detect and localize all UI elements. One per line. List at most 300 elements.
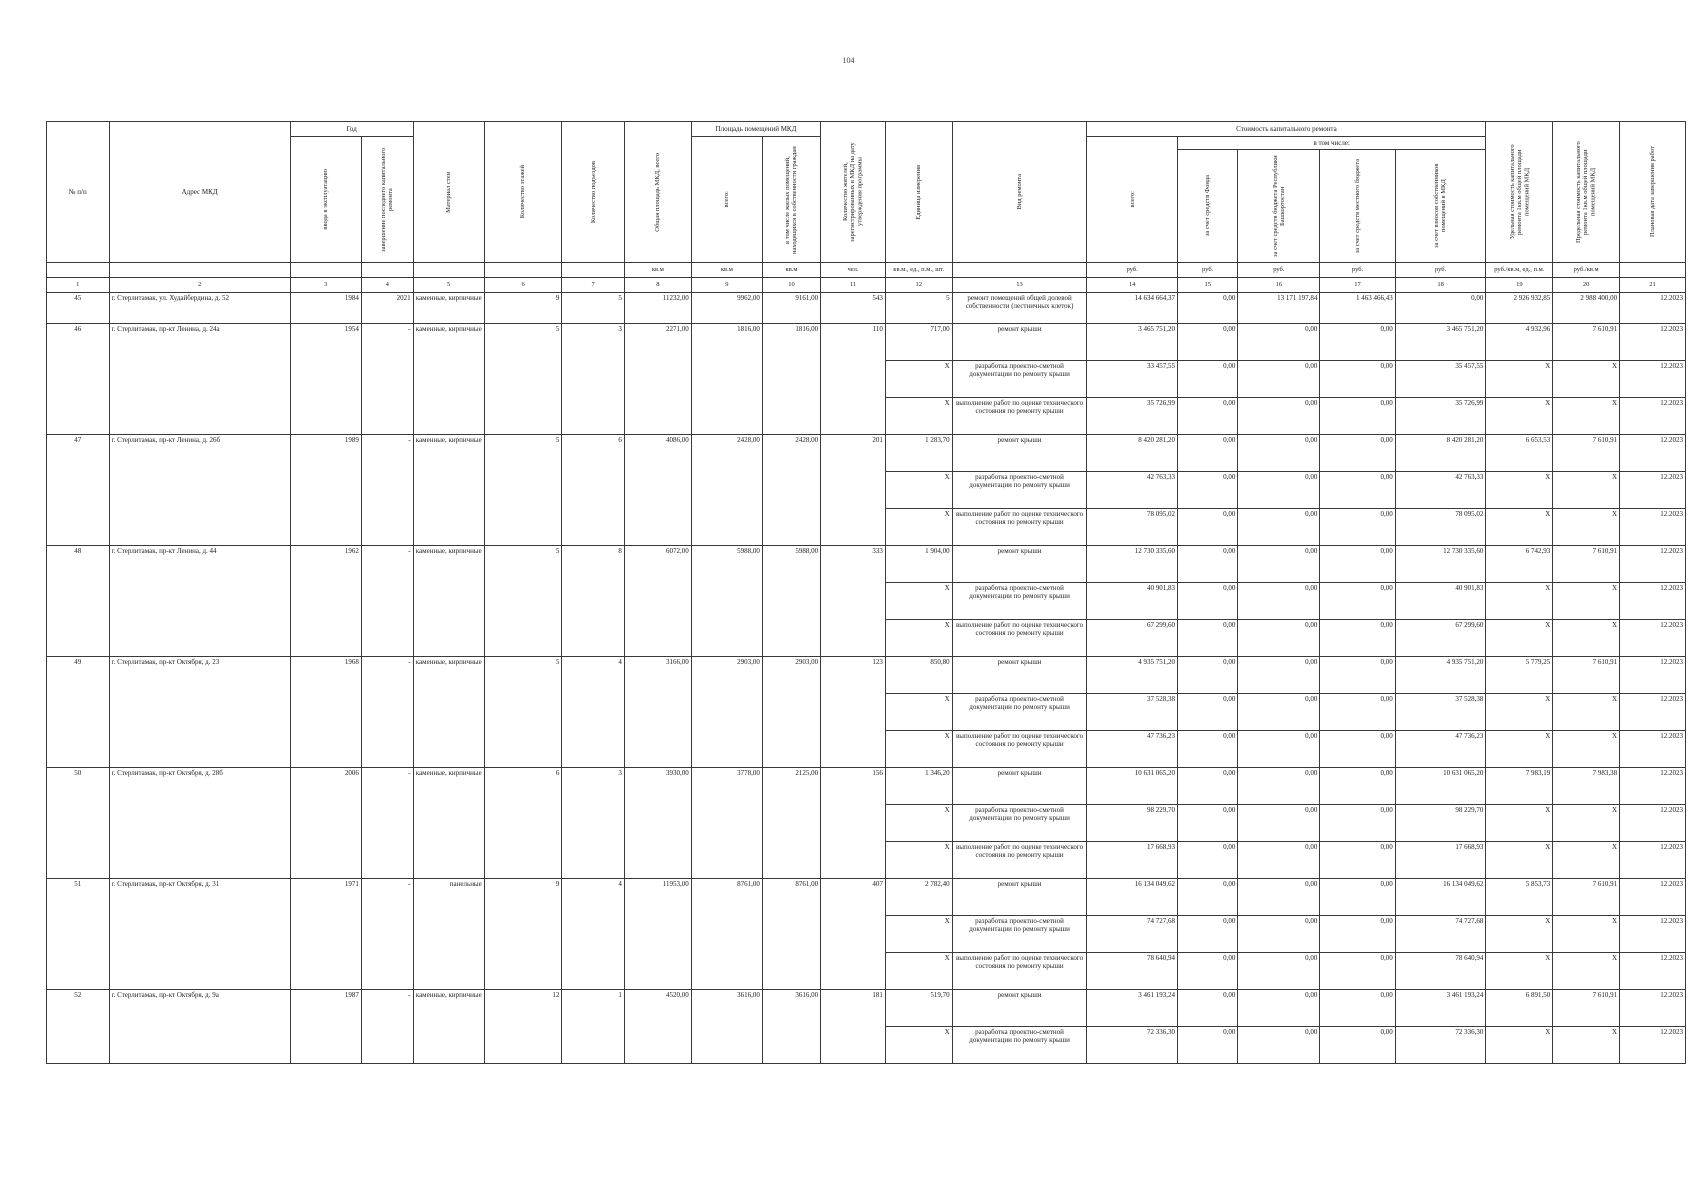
cell-republic: 0,00: [1238, 472, 1320, 509]
cell-entrances: 3: [562, 768, 625, 879]
header-including: в том числе:: [1178, 137, 1486, 150]
header-limit: Предельная стоимость капитального ремонта 1кв.м общей площади помещений МКД: [1553, 122, 1620, 263]
cell-owners: 47 736,23: [1395, 731, 1486, 768]
cell-cost: 4 935 751,20: [1087, 657, 1178, 694]
cell-cost: 98 229,70: [1087, 805, 1178, 842]
cell-fund: 0,00: [1178, 842, 1238, 879]
cell-specific: X: [1486, 1027, 1553, 1064]
header-year-group: Год: [290, 122, 413, 137]
cell-entrances: 8: [562, 546, 625, 657]
table-row: [47, 546, 1686, 583]
cell-num: 51: [47, 879, 110, 990]
cell-local: 0,00: [1320, 583, 1395, 620]
cell-area: 2903,00: [691, 657, 762, 768]
unit-cell-4: [361, 263, 413, 278]
cell-fund: 0,00: [1178, 731, 1238, 768]
cell-num: 45: [47, 293, 110, 324]
cell-cost: 3 461 193,24: [1087, 990, 1178, 1027]
unit-cell-8: кв.м: [624, 263, 691, 278]
cell-qty: 1 904,00: [885, 546, 952, 583]
table-body: [47, 293, 1686, 1064]
header-total-area: Общая площадь МКД, всего: [624, 122, 691, 263]
cell-num: 46: [47, 324, 110, 435]
cell-republic: 0,00: [1238, 953, 1320, 990]
cell-residential: 5988,00: [762, 546, 820, 657]
cell-area: 9962,00: [691, 293, 762, 324]
cell-date: 12.2023: [1620, 990, 1686, 1027]
cell-wall: каменные, кирпичные: [413, 990, 484, 1064]
unit-cell-5: [413, 263, 484, 278]
cell-limit: 7 610,91: [1553, 657, 1620, 694]
cell-date: 12.2023: [1620, 916, 1686, 953]
cell-owners: 78 640,94: [1395, 953, 1486, 990]
cell-address: г. Стерлитамак, ул. Худайбердина, д. 52: [109, 293, 290, 324]
cell-work: ремонт крыши: [952, 879, 1087, 916]
table-row: [47, 657, 1686, 694]
cell-specific: X: [1486, 361, 1553, 398]
cell-work: выполнение работ по оценке технического состояния по ремонту крыши: [952, 620, 1087, 657]
cell-work: ремонт помещений общей долевой собственности (лестничных клеток): [952, 293, 1087, 324]
cell-date: 12.2023: [1620, 472, 1686, 509]
cell-cost: 37 528,38: [1087, 694, 1178, 731]
cell-work: ремонт крыши: [952, 768, 1087, 805]
cell-cost: 33 457,55: [1087, 361, 1178, 398]
cell-people: 156: [821, 768, 886, 879]
cell-limit: X: [1553, 361, 1620, 398]
column-number-20: 20: [1553, 278, 1620, 293]
cell-residential: 2428,00: [762, 435, 820, 546]
unit-cell-7: [562, 263, 625, 278]
cell-work: ремонт крыши: [952, 546, 1087, 583]
cell-year: 1962: [290, 546, 361, 657]
table-row: [47, 879, 1686, 916]
unit-cell-14: руб.: [1087, 263, 1178, 278]
cell-fund: 0,00: [1178, 620, 1238, 657]
column-number-4: 4: [361, 278, 413, 293]
cell-local: 0,00: [1320, 731, 1395, 768]
cell-floors: 9: [484, 293, 562, 324]
cell-limit: 7 610,91: [1553, 879, 1620, 916]
cell-limit: 7 983,38: [1553, 768, 1620, 805]
cell-specific: X: [1486, 620, 1553, 657]
cell-work: разработка проектно-сметной документации по ремонту крыши: [952, 583, 1087, 620]
column-number-19: 19: [1486, 278, 1553, 293]
cell-people: 201: [821, 435, 886, 546]
cell-entrances: 3: [562, 324, 625, 435]
cell-wall: каменные, кирпичные: [413, 435, 484, 546]
cell-limit: X: [1553, 620, 1620, 657]
cell-work: разработка проектно-сметной документации по ремонту крыши: [952, 361, 1087, 398]
column-number-17: 17: [1320, 278, 1395, 293]
cell-limit: X: [1553, 916, 1620, 953]
cell-address: г. Стерлитамак, пр-кт Ленина, д. 24а: [109, 324, 290, 435]
cell-limit: 7 610,91: [1553, 324, 1620, 361]
cell-entrances: 6: [562, 435, 625, 546]
cell-address: г. Стерлитамак, пр-кт Октября, д. 23: [109, 657, 290, 768]
cell-owners: 12 730 335,60: [1395, 546, 1486, 583]
cell-republic: 0,00: [1238, 879, 1320, 916]
column-number-11: 11: [821, 278, 886, 293]
table-row: [47, 435, 1686, 472]
cell-cost: 78 640,94: [1087, 953, 1178, 990]
cell-limit: X: [1553, 509, 1620, 546]
cell-repair: -: [361, 435, 413, 546]
cell-work: выполнение работ по оценке технического состояния по ремонту крыши: [952, 509, 1087, 546]
cell-date: 12.2023: [1620, 509, 1686, 546]
cell-fund: 0,00: [1178, 1027, 1238, 1064]
cell-owners: 17 668,93: [1395, 842, 1486, 879]
cell-qty: 850,80: [885, 657, 952, 694]
cell-num: 50: [47, 768, 110, 879]
cell-qty: 2 782,40: [885, 879, 952, 916]
unit-cell-21: [1620, 263, 1686, 278]
cell-floors: 5: [484, 324, 562, 435]
cell-cost: 42 763,33: [1087, 472, 1178, 509]
cell-floors: 12: [484, 990, 562, 1064]
cell-total: 11953,00: [624, 879, 691, 990]
cell-owners: 10 631 065,20: [1395, 768, 1486, 805]
header-address: Адрес МКД: [109, 122, 290, 263]
cell-specific: 7 983,19: [1486, 768, 1553, 805]
cell-wall: каменные, кирпичные: [413, 324, 484, 435]
column-number-5: 5: [413, 278, 484, 293]
header-area-group: Площадь помещений МКД: [691, 122, 820, 137]
cell-total: 3930,00: [624, 768, 691, 879]
cell-specific: 5 853,73: [1486, 879, 1553, 916]
cell-people: 407: [821, 879, 886, 990]
table-row: [47, 324, 1686, 361]
cell-local: 0,00: [1320, 361, 1395, 398]
cell-fund: 0,00: [1178, 657, 1238, 694]
register-sheet: [46, 121, 1686, 1081]
page-number: 104: [842, 56, 855, 65]
cell-total: 4086,00: [624, 435, 691, 546]
header-fund: за счет средств Фонда: [1178, 150, 1238, 263]
cell-limit: X: [1553, 398, 1620, 435]
table-header: [47, 122, 1686, 293]
cell-repair: -: [361, 324, 413, 435]
cell-date: 12.2023: [1620, 583, 1686, 620]
cell-owners: 74 727,68: [1395, 916, 1486, 953]
cell-owners: 35 726,99: [1395, 398, 1486, 435]
cell-wall: каменные, кирпичные: [413, 293, 484, 324]
cell-local: 0,00: [1320, 546, 1395, 583]
cell-specific: 2 926 932,85: [1486, 293, 1553, 324]
cell-owners: 3 465 751,20: [1395, 324, 1486, 361]
cell-cost: 8 420 281,20: [1087, 435, 1178, 472]
cell-specific: X: [1486, 694, 1553, 731]
column-number-16: 16: [1238, 278, 1320, 293]
cell-fund: 0,00: [1178, 435, 1238, 472]
cell-local: 0,00: [1320, 694, 1395, 731]
cell-people: 181: [821, 990, 886, 1064]
unit-cell-2: [109, 263, 290, 278]
header-wall: Материал стен: [413, 122, 484, 263]
header-year-last-repair: завершение последнего капитального ремонта: [361, 137, 413, 263]
cell-owners: 4 935 751,20: [1395, 657, 1486, 694]
cell-local: 0,00: [1320, 842, 1395, 879]
cell-date: 12.2023: [1620, 361, 1686, 398]
cell-republic: 0,00: [1238, 398, 1320, 435]
cell-republic: 0,00: [1238, 361, 1320, 398]
cell-local: 0,00: [1320, 657, 1395, 694]
cell-limit: X: [1553, 953, 1620, 990]
cell-local: 0,00: [1320, 1027, 1395, 1064]
cell-date: 12.2023: [1620, 398, 1686, 435]
unit-cell-20: руб./кв.м: [1553, 263, 1620, 278]
cell-limit: X: [1553, 583, 1620, 620]
cell-qty: X: [885, 731, 952, 768]
cell-limit: X: [1553, 1027, 1620, 1064]
cell-fund: 0,00: [1178, 805, 1238, 842]
cell-republic: 0,00: [1238, 583, 1320, 620]
cell-fund: 0,00: [1178, 361, 1238, 398]
cell-residential: 1816,00: [762, 324, 820, 435]
cell-total: 4520,00: [624, 990, 691, 1064]
cell-year: 1984: [290, 293, 361, 324]
cell-cost: 35 726,99: [1087, 398, 1178, 435]
cell-qty: X: [885, 916, 952, 953]
cell-entrances: 4: [562, 879, 625, 990]
cell-limit: X: [1553, 694, 1620, 731]
cell-cost: 67 299,60: [1087, 620, 1178, 657]
cell-num: 48: [47, 546, 110, 657]
header-cost-group: Стоимость капитального ремонта: [1087, 122, 1486, 137]
header-unit: Единица измерения: [885, 122, 952, 263]
cell-fund: 0,00: [1178, 694, 1238, 731]
table-row: [47, 293, 1686, 324]
cell-cost: 47 736,23: [1087, 731, 1178, 768]
cell-local: 0,00: [1320, 953, 1395, 990]
cell-area: 1816,00: [691, 324, 762, 435]
cell-work: выполнение работ по оценке технического состояния по ремонту крыши: [952, 953, 1087, 990]
cell-republic: 0,00: [1238, 657, 1320, 694]
cell-num: 47: [47, 435, 110, 546]
header-residents: Количество жителей, зарегистрированных в МКД на дату утверждения программы: [821, 122, 886, 263]
column-number-14: 14: [1087, 278, 1178, 293]
cell-specific: 5 779,25: [1486, 657, 1553, 694]
cell-qty: X: [885, 953, 952, 990]
cell-qty: X: [885, 398, 952, 435]
cell-work: ремонт крыши: [952, 324, 1087, 361]
cell-date: 12.2023: [1620, 435, 1686, 472]
cell-work: разработка проектно-сметной документации по ремонту крыши: [952, 916, 1087, 953]
cell-local: 0,00: [1320, 990, 1395, 1027]
cell-repair: -: [361, 768, 413, 879]
column-number-18: 18: [1395, 278, 1486, 293]
cell-num: 49: [47, 657, 110, 768]
cell-date: 12.2023: [1620, 953, 1686, 990]
header-area-residential: в том числе жилых помещений, находящихся в собственности граждан: [762, 137, 820, 263]
cell-specific: X: [1486, 731, 1553, 768]
cell-cost: 10 631 065,20: [1087, 768, 1178, 805]
header-owners: за счет взносов собственников помещений в МКД: [1395, 150, 1486, 263]
unit-cell-9: кв.м: [691, 263, 762, 278]
cell-republic: 0,00: [1238, 990, 1320, 1027]
units-row: [47, 263, 1686, 278]
cell-specific: X: [1486, 805, 1553, 842]
cell-work: ремонт крыши: [952, 435, 1087, 472]
cell-limit: 2 988 400,00: [1553, 293, 1620, 324]
cell-local: 0,00: [1320, 324, 1395, 361]
cell-floors: 5: [484, 657, 562, 768]
cell-fund: 0,00: [1178, 768, 1238, 805]
cell-work: разработка проектно-сметной документации по ремонту крыши: [952, 805, 1087, 842]
cell-fund: 0,00: [1178, 583, 1238, 620]
cell-fund: 0,00: [1178, 293, 1238, 324]
cell-area: 2428,00: [691, 435, 762, 546]
cell-limit: 7 610,91: [1553, 546, 1620, 583]
cell-address: г. Стерлитамак, пр-кт Октября, д. 9а: [109, 990, 290, 1064]
cell-owners: 3 461 193,24: [1395, 990, 1486, 1027]
header-deadline: Плановая дата завершения работ: [1620, 122, 1686, 263]
cell-qty: X: [885, 509, 952, 546]
cell-floors: 5: [484, 546, 562, 657]
cell-local: 0,00: [1320, 435, 1395, 472]
cell-limit: 7 610,91: [1553, 435, 1620, 472]
column-number-13: 13: [952, 278, 1087, 293]
unit-cell-11: чел.: [821, 263, 886, 278]
cell-address: г. Стерлитамак, пр-кт Октября, д. 31: [109, 879, 290, 990]
cell-fund: 0,00: [1178, 398, 1238, 435]
cell-area: 3778,00: [691, 768, 762, 879]
cell-cost: 14 634 664,37: [1087, 293, 1178, 324]
cell-area: 3616,00: [691, 990, 762, 1064]
cell-fund: 0,00: [1178, 953, 1238, 990]
cell-specific: X: [1486, 842, 1553, 879]
cell-qty: 1 283,70: [885, 435, 952, 472]
cell-fund: 0,00: [1178, 324, 1238, 361]
cell-owners: 78 095,02: [1395, 509, 1486, 546]
cell-cost: 3 465 751,20: [1087, 324, 1178, 361]
cell-owners: 98 229,70: [1395, 805, 1486, 842]
header-republic: за счет средств бюджета Республики Башкортостан: [1238, 150, 1320, 263]
column-number-2: 2: [109, 278, 290, 293]
cell-qty: X: [885, 694, 952, 731]
cell-wall: каменные, кирпичные: [413, 546, 484, 657]
unit-cell-6: [484, 263, 562, 278]
column-number-12: 12: [885, 278, 952, 293]
cell-date: 12.2023: [1620, 1027, 1686, 1064]
cell-republic: 0,00: [1238, 435, 1320, 472]
cell-date: 12.2023: [1620, 805, 1686, 842]
cell-repair: -: [361, 879, 413, 990]
cell-specific: 6 891,50: [1486, 990, 1553, 1027]
header-year-commission: ввода в эксплуатацию: [290, 137, 361, 263]
cell-qty: X: [885, 583, 952, 620]
cell-work: разработка проектно-сметной документации по ремонту крыши: [952, 694, 1087, 731]
cell-num: 52: [47, 990, 110, 1064]
cell-local: 0,00: [1320, 620, 1395, 657]
cell-work: ремонт крыши: [952, 990, 1087, 1027]
cell-specific: X: [1486, 472, 1553, 509]
cell-residential: 3616,00: [762, 990, 820, 1064]
cell-limit: X: [1553, 472, 1620, 509]
cell-fund: 0,00: [1178, 546, 1238, 583]
unit-cell-1: [47, 263, 110, 278]
cell-local: 1 463 466,43: [1320, 293, 1395, 324]
cell-date: 12.2023: [1620, 768, 1686, 805]
cell-fund: 0,00: [1178, 916, 1238, 953]
cell-qty: X: [885, 361, 952, 398]
cell-entrances: 5: [562, 293, 625, 324]
cell-republic: 0,00: [1238, 324, 1320, 361]
cell-wall: каменные, кирпичные: [413, 657, 484, 768]
cell-residential: 9161,00: [762, 293, 820, 324]
cell-repair: 2021: [361, 293, 413, 324]
cell-qty: 1 346,20: [885, 768, 952, 805]
column-number-1: 1: [47, 278, 110, 293]
cell-specific: X: [1486, 509, 1553, 546]
cell-date: 12.2023: [1620, 879, 1686, 916]
cell-owners: 72 336,30: [1395, 1027, 1486, 1064]
cell-owners: 42 763,33: [1395, 472, 1486, 509]
cell-owners: 0,00: [1395, 293, 1486, 324]
cell-owners: 67 299,60: [1395, 620, 1486, 657]
cell-specific: X: [1486, 916, 1553, 953]
cell-date: 12.2023: [1620, 694, 1686, 731]
cell-fund: 0,00: [1178, 879, 1238, 916]
cell-limit: X: [1553, 842, 1620, 879]
cell-address: г. Стерлитамак, пр-кт Октября, д. 28б: [109, 768, 290, 879]
header-num: № п/п: [47, 122, 110, 263]
cell-work: выполнение работ по оценке технического состояния по ремонту крыши: [952, 842, 1087, 879]
cell-cost: 74 727,68: [1087, 916, 1178, 953]
cell-local: 0,00: [1320, 472, 1395, 509]
cell-date: 12.2023: [1620, 842, 1686, 879]
cell-total: 6072,00: [624, 546, 691, 657]
cell-local: 0,00: [1320, 768, 1395, 805]
column-number-21: 21: [1620, 278, 1686, 293]
cell-total: 3166,00: [624, 657, 691, 768]
cell-floors: 5: [484, 435, 562, 546]
cell-cost: 17 668,93: [1087, 842, 1178, 879]
cell-qty: 519,70: [885, 990, 952, 1027]
cell-date: 12.2023: [1620, 293, 1686, 324]
column-numbers-row: [47, 278, 1686, 293]
cell-floors: 6: [484, 768, 562, 879]
cell-work: выполнение работ по оценке технического состояния по ремонту крыши: [952, 731, 1087, 768]
cell-date: 12.2023: [1620, 657, 1686, 694]
cell-fund: 0,00: [1178, 509, 1238, 546]
column-number-9: 9: [691, 278, 762, 293]
cell-area: 5988,00: [691, 546, 762, 657]
cell-qty: X: [885, 805, 952, 842]
cell-wall: панельные: [413, 879, 484, 990]
unit-cell-12: кв.м., ед., п.м., шт.: [885, 263, 952, 278]
unit-cell-3: [290, 263, 361, 278]
cell-people: 110: [821, 324, 886, 435]
cell-republic: 13 171 197,84: [1238, 293, 1320, 324]
cell-specific: X: [1486, 583, 1553, 620]
unit-cell-10: кв.м: [762, 263, 820, 278]
cell-year: 1971: [290, 879, 361, 990]
cell-qty: X: [885, 842, 952, 879]
cell-people: 123: [821, 657, 886, 768]
column-number-7: 7: [562, 278, 625, 293]
cell-people: 333: [821, 546, 886, 657]
cell-qty: 5: [885, 293, 952, 324]
cell-work: разработка проектно-сметной документации по ремонту крыши: [952, 472, 1087, 509]
cell-cost: 72 336,30: [1087, 1027, 1178, 1064]
cell-qty: X: [885, 1027, 952, 1064]
cell-specific: 4 932,96: [1486, 324, 1553, 361]
header-specific: Удельная стоимость капитального ремонта 1кв.м общей площади помещений МКД: [1486, 122, 1553, 263]
cell-cost: 12 730 335,60: [1087, 546, 1178, 583]
table-row: [47, 768, 1686, 805]
cell-year: 2006: [290, 768, 361, 879]
cell-date: 12.2023: [1620, 546, 1686, 583]
